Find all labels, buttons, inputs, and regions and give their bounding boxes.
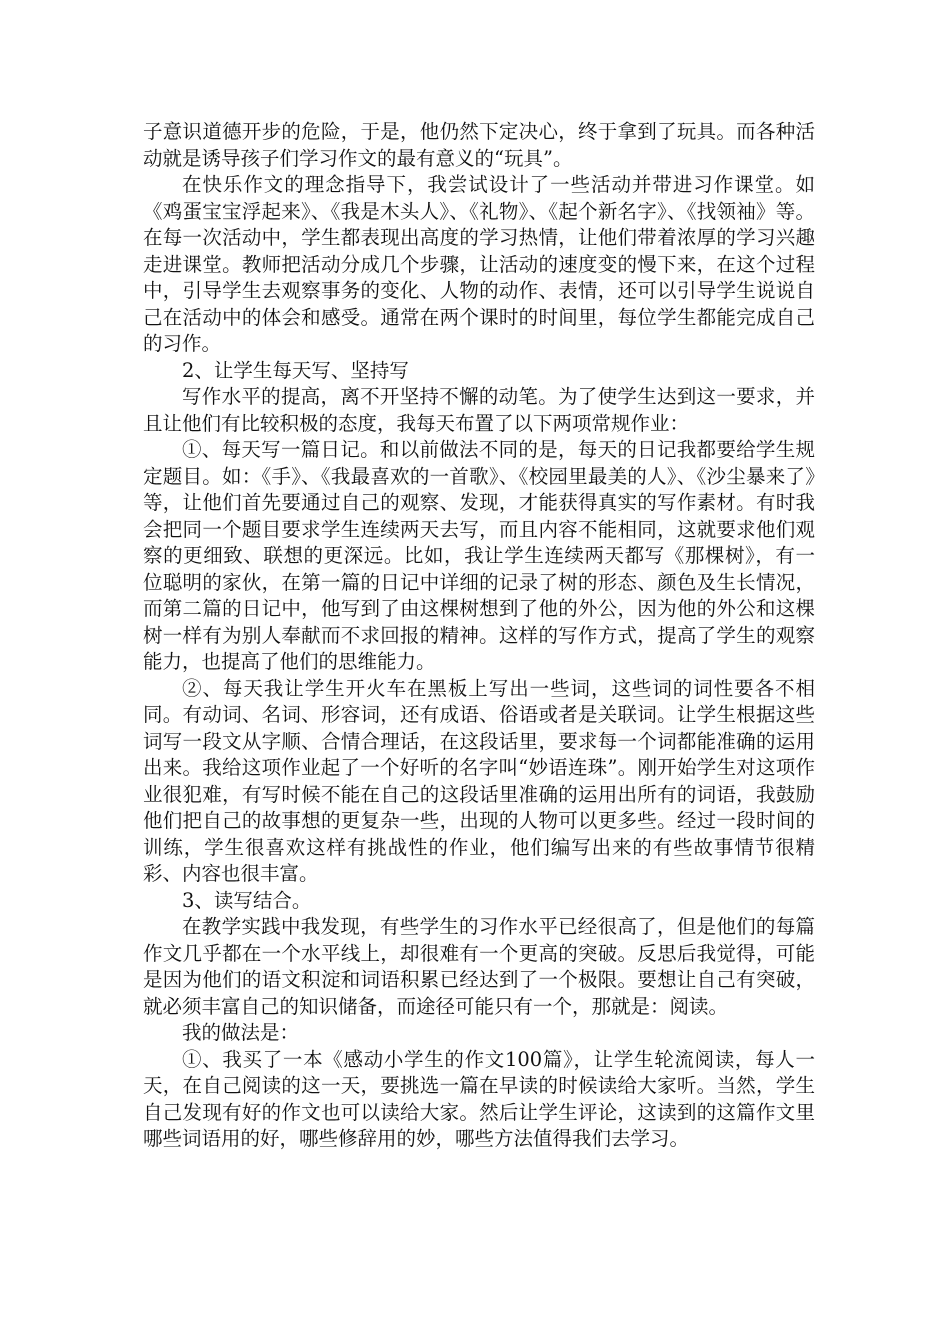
paragraph-diary: ①、每天写一篇日记。和以前做法不同的是，每天的日记我都要给学生规定题目。如：《手》、《我最喜欢的一首歌》、《校园里最美的人》、《沙尘暴来了》等，让他们首先要通过自己的观察、发现，才能获得真实的写作素材。有时我会把同一个题目要求学生连续两天去写，而且内容不能相同，这就要求他们观察的更细致、联想的更深远。比如，我让学生连续两天都写《那棵树》，有一位聪明的家伙，在第一篇的日记中详细的记录了树的形态、颜色及生长情况，而第二篇的日记中，他写到了由这棵树想到了他的外公，因为他的外公和这棵树一样有为别人奉献而不求回报的精神。这样的写作方式，提高了学生的观察能力，也提高了他们的思维能力。 xyxy=(143,438,815,673)
paragraph-writing-practice: 写作水平的提高，离不开坚持不懈的动笔。为了使学生达到这一要求，并且让他们有比较积极的态度，我每天布置了以下两项常规作业： xyxy=(143,385,815,435)
section-heading-reading-writing: 3、读写结合。 xyxy=(182,888,312,912)
document-page xyxy=(143,119,815,1153)
section-heading-daily-writing: 2、让学生每天写、坚持写 xyxy=(182,358,409,382)
paragraph-happy-writing: 在快乐作文的理念指导下，我尝试设计了一些活动并带进习作课堂。如《鸡蛋宝宝浮起来》、《我是木头人》、《礼物》、《起个新名字》、《找领袖》等。在每一次活动中，学生都表现出高度的学习热情，让他们带着浓厚的学习兴趣走进课堂。教师把活动分成几个步骤，让活动的速度变的慢下来，在这个过程中，引导学生去观察事务的变化、人物的动作、表情，还可以引导学生说说自己在活动中的体会和感受。通常在两个课时的时间里，每位学生都能完成自己的习作。 xyxy=(143,173,815,355)
paragraph-book-reading: ①、我买了一本《感动小学生的作文100篇》，让学生轮流阅读，每人一天，在自己阅读的这一天，要挑选一篇在早读的时候读给大家听。当然，学生自己发现有好的作文也可以读给大家。然后让学生评论，这读到的这篇作文里哪些词语用的好，哪些修辞用的妙，哪些方法值得我们去学习。 xyxy=(143,1047,815,1150)
paragraph-continuation: 子意识道德开步的危险，于是，他仍然下定决心，终于拿到了玩具。而各种活动就是诱导孩子们学习作文的最有意义的“玩具”。 xyxy=(143,120,815,170)
paragraph-method-intro: 我的做法是： xyxy=(182,1021,300,1044)
paragraph-reading-practice: 在教学实践中我发现，有些学生的习作水平已经很高了，但是他们的每篇作文几乎都在一个水平线上，却很难有一个更高的突破。反思后我觉得，可能是因为他们的语文积淀和词语积累已经达到了一个极限。要想让自己有突破，就必须丰富自己的知识储备，而途径可能只有一个，那就是：阅读。 xyxy=(143,915,815,1018)
paragraph-word-chain: ②、每天我让学生开火车在黑板上写出一些词，这些词的词性要各不相同。有动词、名词、形容词，还有成语、俗语或者是关联词。让学生根据这些词写一段文从字顺、合情合理话，在这段话里，要求每一个词都能准确的运用出来。我给这项作业起了一个好听的名字叫“妙语连珠”。刚开始学生对这项作业很犯难，有写时候不能在自己的这段话里准确的运用出所有的词语，我鼓励他们把自己的故事想的更复杂一些，出现的人物可以更多些。经过一段时间的训练，学生很喜欢这样有挑战性的作业，他们编写出来的有些故事情节很精彩、内容也很丰富。 xyxy=(143,676,815,885)
